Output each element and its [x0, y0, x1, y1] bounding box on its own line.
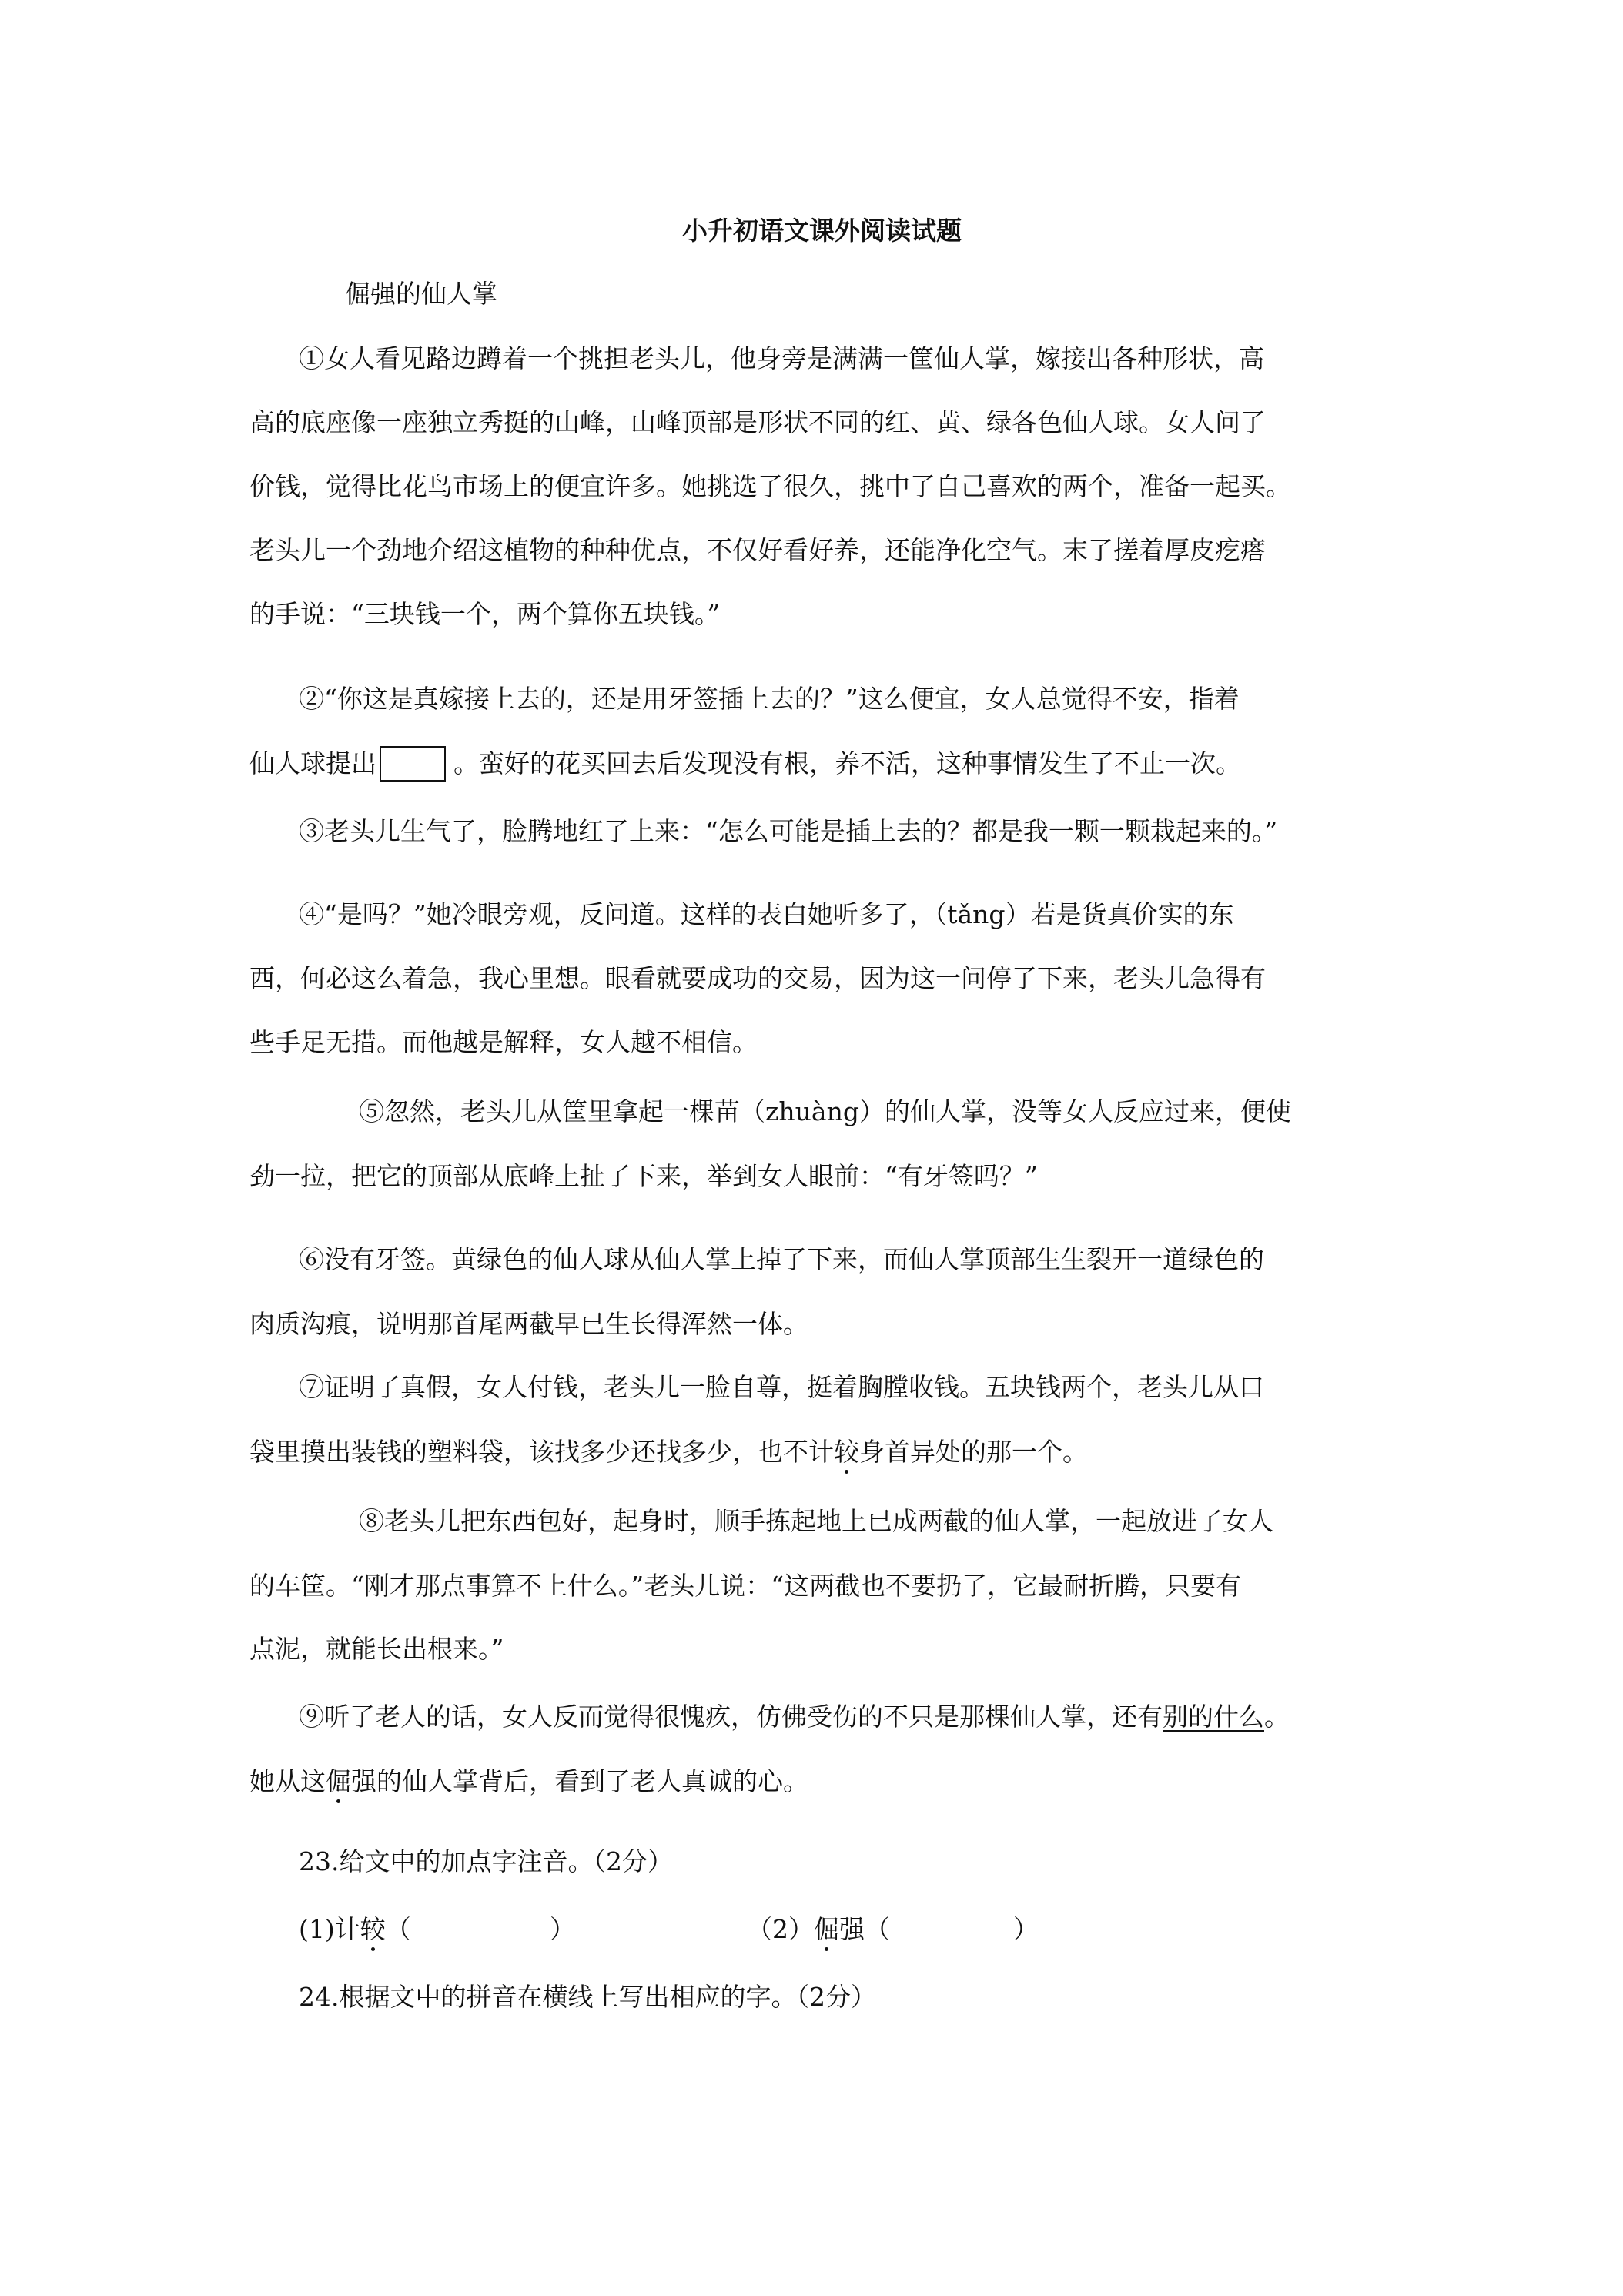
q23-dotted-char-jiao: 较 [360, 1914, 386, 1944]
q23-item-2-prefix: （2） [747, 1914, 814, 1944]
paragraph-9-line-2-start: 她从这 [249, 1766, 326, 1796]
paragraph-2-line-2-start: 仙人球提出 [249, 748, 376, 778]
paragraph-1-line-2: 高的底座像一座独立秀挺的山峰，山峰顶部是形状不同的红、黄、绿各色仙人球。女人问了 [249, 407, 1266, 437]
paragraph-9-line-1-end: 。 [1264, 1702, 1290, 1732]
q23-item-2-paren-close: ） [1013, 1914, 1039, 1944]
paragraph-1-line-1: ①女人看见路边蹲着一个挑担老头儿，他身旁是满满一筐仙人掌，嫁接出各种形状，高 [299, 343, 1264, 373]
paragraph-4-line-1: ④“是吗？”她冷眼旁观，反问道。这样的表白她听多了，（tǎng）若是货真价实的东 [299, 899, 1234, 929]
q23-item-1-prefix: (1)计 [299, 1914, 360, 1944]
paragraph-8-line-3: 点泥，就能长出根来。” [249, 1634, 504, 1664]
question-23-item-2 [747, 1914, 890, 1945]
paragraph-1-line-3: 价钱，觉得比花鸟市场上的便宜许多。她挑选了很久，挑中了自己喜欢的两个，准备一起买。 [249, 471, 1291, 501]
paragraph-7-line-1: ⑦证明了真假，女人付钱，老头儿一脸自尊，挺着胸膛收钱。五块钱两个，老头儿从口 [299, 1372, 1264, 1402]
page-title: 小升初语文课外阅读试题 [682, 216, 962, 246]
q23-item-1-paren-close: ） [550, 1914, 575, 1944]
paragraph-1-line-5: 的手说：“三块钱一个，两个算你五块钱。” [249, 599, 721, 629]
paragraph-5-line-2: 劲一拉，把它的顶部从底峰上扯了下来，举到女人眼前：“有牙签吗？” [249, 1161, 1038, 1191]
paragraph-9-line-1-start: ⑨听了老人的话，女人反而觉得很愧疚，仿佛受伤的不只是那棵仙人掌，还有 [299, 1702, 1163, 1732]
paragraph-7-line-2-end: 身首异处的那一个。 [859, 1437, 1088, 1467]
paragraph-9-line-2 [249, 1766, 808, 1797]
paragraph-2-line-1: ②“你这是真嫁接上去的，还是用牙签插上去的？”这么便宜，女人总觉得不安，指着 [299, 684, 1240, 714]
q23-dotted-char-jue: 倔 [814, 1914, 839, 1944]
dotted-char-jiao: 较 [834, 1437, 859, 1467]
paragraph-4-line-2: 西，何必这么着急，我心里想。眼看就要成功的交易，因为这一问停了下来，老头儿急得有 [249, 963, 1266, 993]
paragraph-6-line-2: 肉质沟痕，说明那首尾两截早已生长得浑然一体。 [249, 1309, 808, 1339]
paragraph-1-line-4: 老头儿一个劲地介绍这植物的种种优点，不仅好看好养，还能净化空气。末了搓着厚皮疙瘩 [249, 535, 1266, 565]
underlined-phrase: 别的什么 [1163, 1702, 1264, 1732]
paragraph-7-line-2 [249, 1437, 1088, 1468]
paragraph-3-line-1: ③老头儿生气了，脸腾地红了上来：“怎么可能是插上去的？都是我一颗一颗栽起来的。” [299, 816, 1278, 846]
paragraph-8-line-1: ⑧老头儿把东西包好，起身时，顺手拣起地上已成两截的仙人掌，一起放进了女人 [359, 1506, 1273, 1536]
paragraph-4-line-3: 些手足无措。而他越是解释，女人越不相信。 [249, 1027, 758, 1057]
question-23-item-1 [299, 1914, 411, 1945]
paragraph-2-line-2 [249, 748, 1241, 782]
question-23: 23.给文中的加点字注音。（2分） [299, 1846, 673, 1876]
fill-in-blank-box [380, 746, 446, 782]
paragraph-5-line-1: ⑤忽然，老头儿从筐里拿起一棵苗（zhuàng）的仙人掌，没等女人反应过来，便使 [359, 1096, 1291, 1126]
story-title: 倔强的仙人掌 [345, 279, 497, 309]
paragraph-2-line-2-end: 。蛮好的花买回去后发现没有根，养不活，这种事情发生了不止一次。 [453, 748, 1241, 778]
paragraph-9-line-1 [299, 1702, 1290, 1732]
question-24: 24.根据文中的拼音在横线上写出相应的字。（2分） [299, 1982, 876, 2012]
paragraph-8-line-2: 的车筐。“刚才那点事算不上什么。”老头儿说：“这两截也不要扔了，它最耐折腾，只要有 [249, 1571, 1242, 1601]
paragraph-7-line-2-start: 袋里摸出装钱的塑料袋，该找多少还找多少，也不计 [249, 1437, 834, 1467]
paragraph-6-line-1: ⑥没有牙签。黄绿色的仙人球从仙人掌上掉了下来，而仙人掌顶部生生裂开一道绿色的 [299, 1244, 1264, 1274]
paragraph-9-line-2-end: 强的仙人掌背后，看到了老人真诚的心。 [351, 1766, 808, 1796]
q23-item-2-suffix: 强（ [839, 1914, 890, 1944]
q23-item-1-paren-open: （ [385, 1914, 411, 1944]
dotted-char-jue: 倔 [326, 1766, 351, 1796]
